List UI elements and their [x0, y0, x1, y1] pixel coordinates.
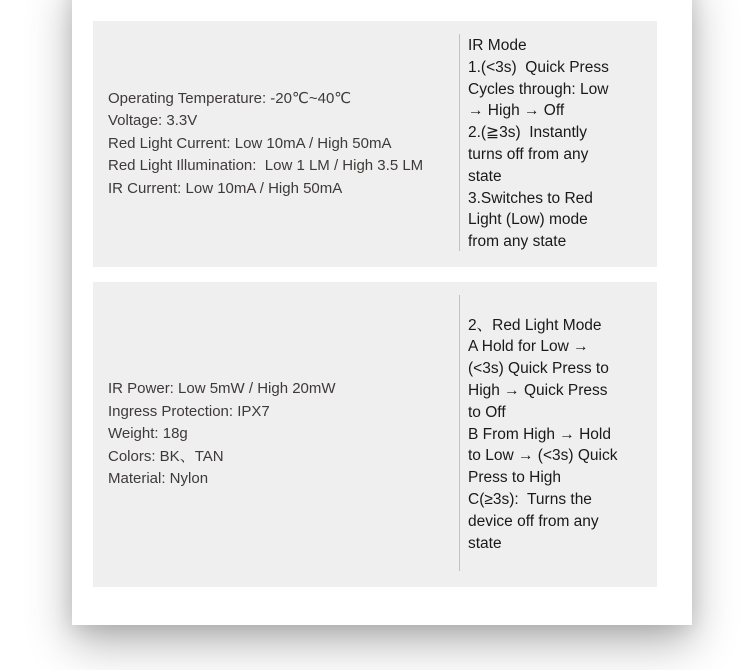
spec-line-ingress-protection: Ingress Protection: IPX7	[108, 402, 270, 420]
spec-line-weight: Weight: 18g	[108, 425, 188, 443]
mode-line: Light (Low) mode	[468, 211, 588, 229]
mode-title-red-light: 2、Red Light Mode	[468, 316, 602, 334]
mode-line: turns off from any	[468, 146, 589, 163]
mode-instructions-ir	[460, 21, 657, 267]
spec-line-red-light-illumination: Red Light Illumination: Low 1 LM / High 3.5 LM	[108, 157, 424, 175]
mode-line: state	[468, 167, 502, 185]
mode-instructions-red-light	[460, 282, 657, 587]
mode-line: High → Quick Press	[468, 382, 608, 399]
mode-line: 3.Switches to Red	[468, 189, 593, 207]
spec-line-operating-temperature: Operating Temperature: -20℃~40℃	[108, 89, 352, 107]
mode-line: state	[468, 534, 502, 552]
spec-line-material: Material: Nylon	[108, 470, 209, 488]
mode-line: from any state	[468, 233, 567, 251]
spec-line-colors: Colors: BK、TAN	[108, 447, 224, 465]
spec-list-electrical	[93, 21, 459, 267]
mode-line: B From High → Hold	[468, 425, 611, 443]
mode-line: C(≥3s): Turns the	[468, 490, 592, 508]
spec-list-physical	[93, 282, 459, 587]
mode-line: device off from any	[468, 512, 599, 530]
mode-line: to Low → (<3s) Quick	[468, 447, 618, 465]
mode-title-ir: IR Mode	[468, 37, 527, 55]
mode-line: 1.(<3s) Quick Press	[468, 58, 609, 76]
spec-line-ir-power: IR Power: Low 5mW / High 20mW	[108, 380, 336, 398]
mode-line: A Hold for Low →	[468, 338, 589, 356]
spec-line-voltage: Voltage: 3.3V	[108, 112, 198, 130]
spec-section-physical	[93, 282, 657, 587]
spec-line-ir-current: IR Current: Low 10mA / High 50mA	[108, 179, 343, 197]
mode-line: Press to High	[468, 469, 562, 487]
mode-line: (<3s) Quick Press to	[468, 360, 609, 378]
product-spec-sheet	[72, 0, 692, 625]
mode-line: Cycles through: Low	[468, 80, 609, 98]
spec-line-red-light-current: Red Light Current: Low 10mA / High 50mA	[108, 134, 392, 152]
mode-line: → High → Off	[468, 102, 565, 120]
mode-line: 2.(≧3s) Instantly	[468, 124, 587, 142]
mode-line: to Off	[468, 403, 506, 421]
spec-section-electrical	[93, 21, 657, 267]
